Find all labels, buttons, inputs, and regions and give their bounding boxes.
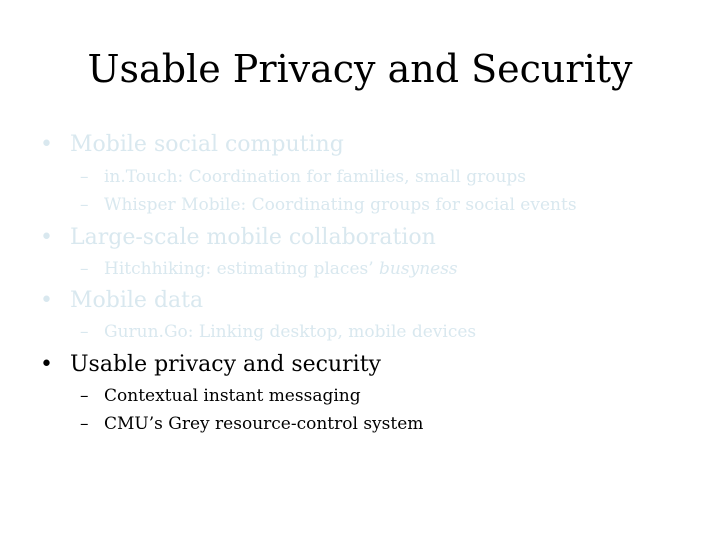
subitem-contextual-im (80, 385, 361, 407)
bullet-label: Usable privacy and security (70, 352, 381, 377)
bullet-label: Mobile social computing (70, 132, 344, 157)
subitem-text: Gurun.Go: Linking desktop, mobile devices (104, 322, 477, 342)
dash-icon: – (80, 386, 89, 406)
subitem-text: Hitchhiking: estimating places’ (104, 259, 380, 279)
subitem-hitchhiking (80, 258, 458, 280)
subitem-gurungo (80, 321, 476, 343)
bullet-mobile-data (40, 287, 203, 315)
dash-icon: – (80, 414, 89, 434)
bullet-icon: • (40, 132, 53, 157)
bullet-icon: • (40, 288, 53, 313)
subitem-cmu-grey (80, 413, 423, 435)
bullet-usable-privacy-and-security (40, 351, 381, 379)
bullet-label: Mobile data (70, 288, 204, 313)
bullet-mobile-social-computing (40, 131, 344, 159)
subitem-text: Contextual instant messaging (104, 386, 361, 406)
subitem-text: Whisper Mobile: Coordinating groups for social events (104, 195, 577, 215)
bullet-large-scale-mobile-collaboration (40, 224, 436, 252)
slide-title: Usable Privacy and Security (87, 47, 633, 91)
dash-icon: – (80, 259, 89, 279)
subitem-emphasis: busyness (379, 259, 458, 279)
bullet-label: Large-scale mobile collaboration (70, 225, 436, 250)
dash-icon: – (80, 322, 89, 342)
subitem-text: CMU’s Grey resource-control system (104, 414, 424, 434)
bullet-icon: • (40, 225, 53, 250)
bullet-icon: • (40, 352, 53, 377)
dash-icon: – (80, 195, 89, 215)
subitem-text: in.Touch: Coordination for families, small groups (104, 167, 527, 187)
subitem-intouch (80, 166, 526, 188)
dash-icon: – (80, 167, 89, 187)
subitem-whisper-mobile (80, 194, 577, 216)
